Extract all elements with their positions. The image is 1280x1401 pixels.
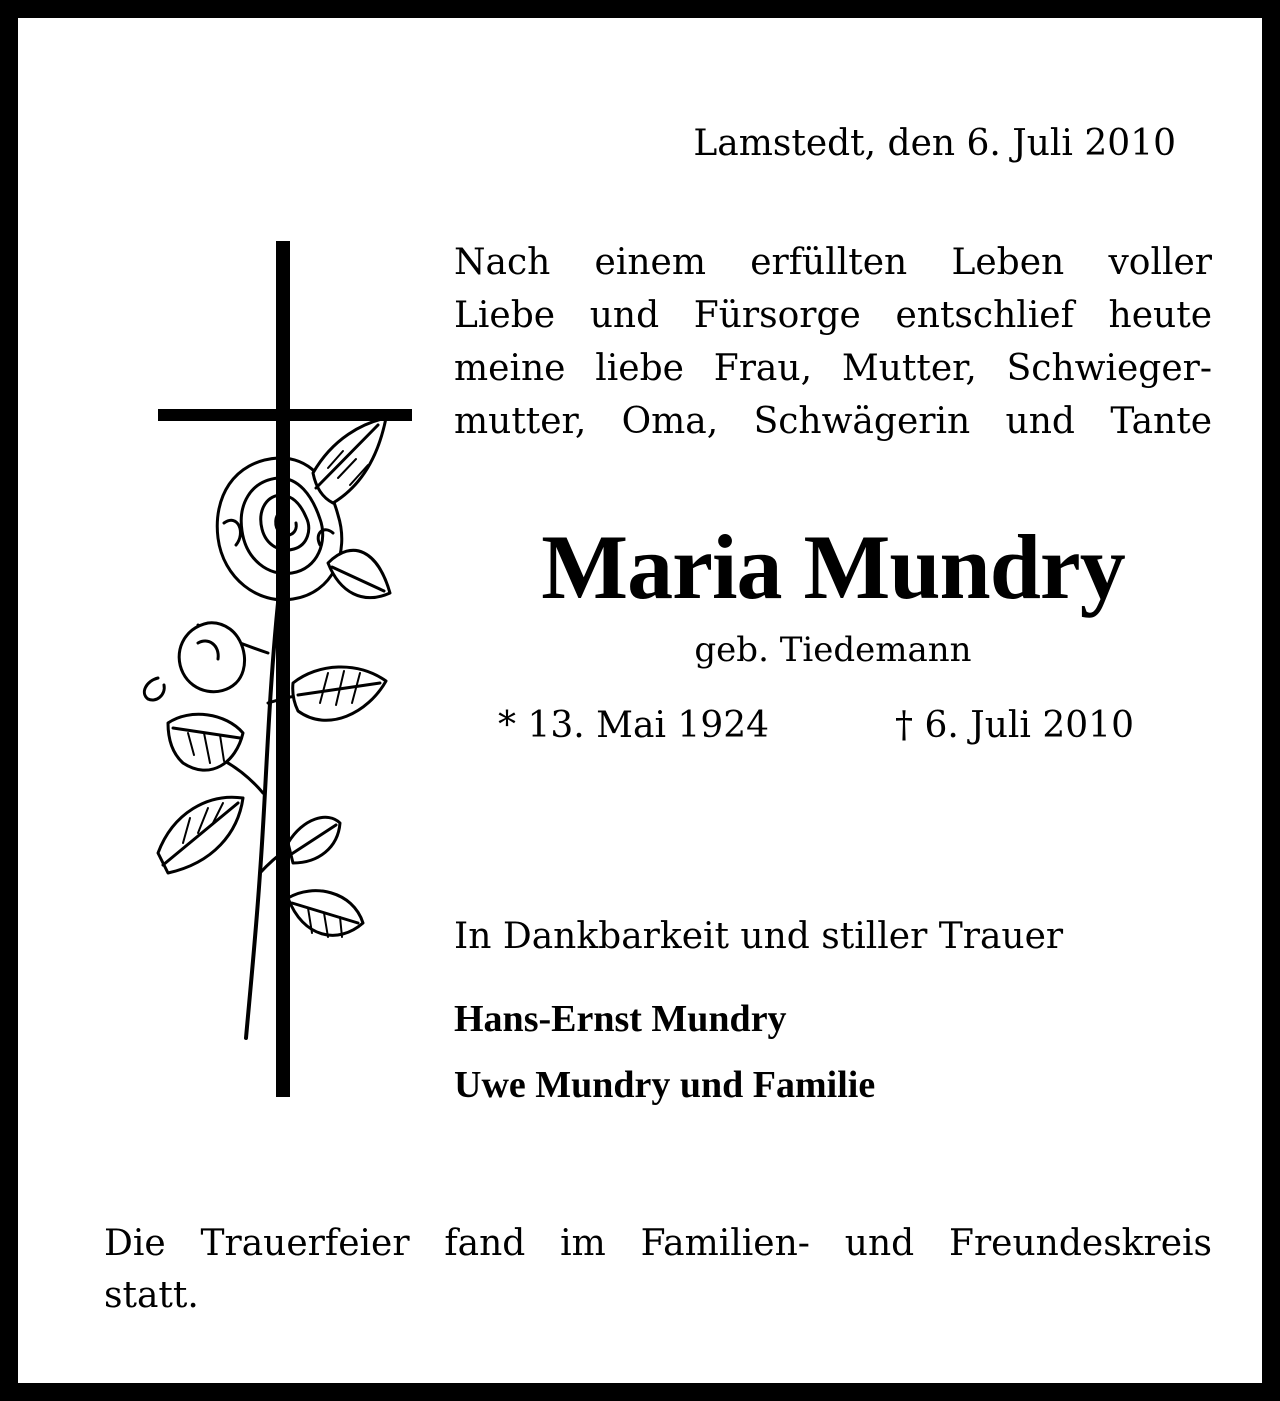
closing-line: Die Trauerfeier fand im Familien- und Freundeskreis (104, 1223, 1212, 1264)
closing-line: statt. (104, 1275, 199, 1316)
intro-line: meine liebe Frau, Mutter, Schwieger- (454, 348, 1212, 389)
deceased-name: Maria Mundry (541, 516, 1125, 618)
cross-with-rose-icon (128, 233, 428, 1107)
mourner-name: Hans-Ernst Mundry (454, 998, 787, 1040)
place-and-date: Lamstedt, den 6. Juli 2010 (693, 123, 1176, 164)
mourner-name: Uwe Mundry und Familie (454, 1064, 876, 1106)
maiden-name: geb. Tiedemann (694, 630, 972, 670)
death-date: † 6. Juli 2010 (895, 705, 1134, 746)
intro-line: Liebe und Fürsorge entschlief heute (454, 295, 1212, 336)
closing-paragraph (104, 1218, 1212, 1322)
intro-line: Nach einem erfüllten Leben voller (454, 242, 1212, 283)
intro-line: mutter, Oma, Schwägerin und Tante (454, 401, 1212, 442)
intro-paragraph (454, 236, 1212, 448)
mourning-line: In Dankbarkeit und stiller Trauer (454, 916, 1064, 957)
birth-date: * 13. Mai 1924 (498, 705, 770, 746)
